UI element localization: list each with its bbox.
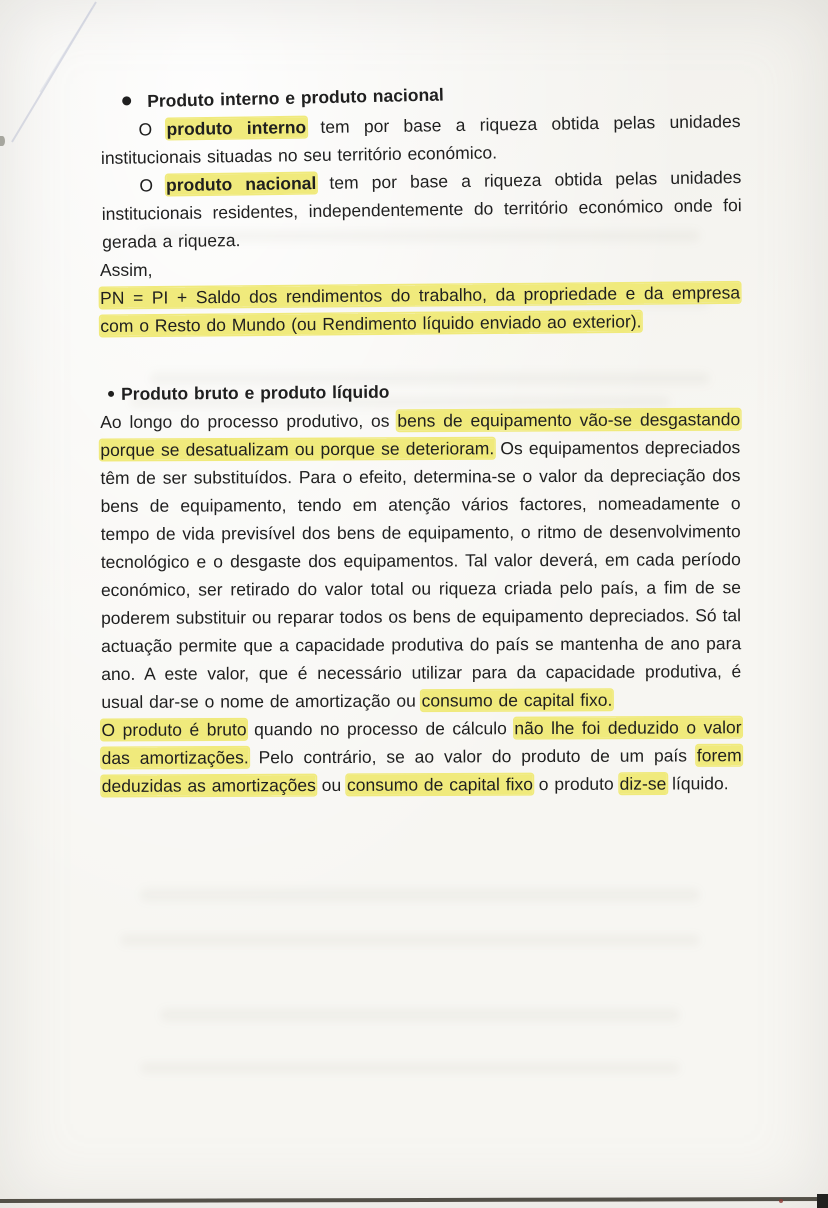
text-run: Pelo contrário, se ao valor do produto de um país <box>248 745 697 768</box>
section-produto-interno-nacional <box>100 79 742 256</box>
text-run: o produto <box>532 773 620 795</box>
paragraph-produto-nacional <box>101 163 742 256</box>
text-run: ou <box>315 774 348 796</box>
paragraph-bruto-vs-liquido <box>101 713 741 800</box>
heading-produto-bruto-liquido <box>100 375 740 408</box>
bleed-through-mark <box>120 934 700 946</box>
heading-text: Produto bruto e produto líquido <box>120 381 390 404</box>
bleed-through-mark <box>140 1062 680 1074</box>
text-run: consumo de capital fixo. <box>421 689 613 711</box>
paragraph-depreciacao <box>100 405 741 716</box>
text-run: consumo de capital fixo <box>346 774 533 795</box>
bullet-icon <box>122 96 131 105</box>
heading-text: Produto interno e produto nacional <box>146 84 444 111</box>
text-run: não lhe foi deduzido o valor das amortizações. <box>101 717 742 768</box>
text-run: tem por base a riqueza obtida pelas unidades institucionais residentes, independentemente do território económico onde foi gerada a riqueza. <box>101 167 742 252</box>
page-bottom-edge <box>0 1197 828 1203</box>
corner-black-mark <box>817 1194 828 1208</box>
bleed-through-mark <box>160 1008 680 1022</box>
bullet-icon <box>108 391 114 397</box>
text-run: tem por base a riqueza obtida pelas unidades institucionais situadas no seu território económico. <box>100 111 741 168</box>
text-run: O <box>139 175 167 196</box>
text-run: diz-se <box>619 773 667 794</box>
paper-edge-speck <box>0 136 5 146</box>
text-run: produto nacional <box>165 172 317 196</box>
text-run: Ao longo do processo produtivo, os <box>100 410 398 432</box>
paragraph-assim: Assim, <box>100 260 153 280</box>
document-text-block <box>100 84 742 800</box>
text-run: bens de equipamento vão-se desgastando porque se desatualizam ou porque se deterioram. <box>100 409 741 460</box>
bleed-through-mark <box>140 888 700 902</box>
text-run: PN = PI + Saldo dos rendimentos do trabalho, da propriedade e da empresa com o Resto do Mundo (ou Rendimento líquido enviado ao exterior). <box>100 282 741 336</box>
text-run: Os equipamentos depreciados têm de ser substituídos. Para o efeito, determina-se o valor da depreciação dos bens de equipamento, tendo em atenção vários factores, nomeadamente o tempo de vida previsível dos bens de equipamento, o ritmo de desenvolvimento tecnológico e o desgaste dos equipamentos. Tal valor deverá, em cada período económico, ser retirado do valor total ou riqueza criada pelo país, a fim de se poderem substituir ou reparar todos os bens de equipamento depreciados. Só tal actuação permite que a capacidade produtiva do país se mantenha de ano para ano. A este valor, que é necessário utilizar para da capacidade produtiva, é usual dar-se o nome de amortização ou <box>100 437 742 712</box>
formula-produto-nacional <box>100 278 740 340</box>
red-speck-mark <box>779 1199 783 1203</box>
section-produto-bruto-liquido <box>100 377 742 800</box>
paragraph-produto-interno <box>100 107 741 172</box>
text-run: O <box>138 119 167 140</box>
text-run: O produto é bruto <box>101 719 247 740</box>
text-run: produto interno <box>166 117 307 140</box>
text-run: forem deduzidas as amortizações <box>101 745 742 796</box>
text-run: líquido. <box>666 773 729 794</box>
text-run: quando no processo de cálculo <box>246 718 515 740</box>
